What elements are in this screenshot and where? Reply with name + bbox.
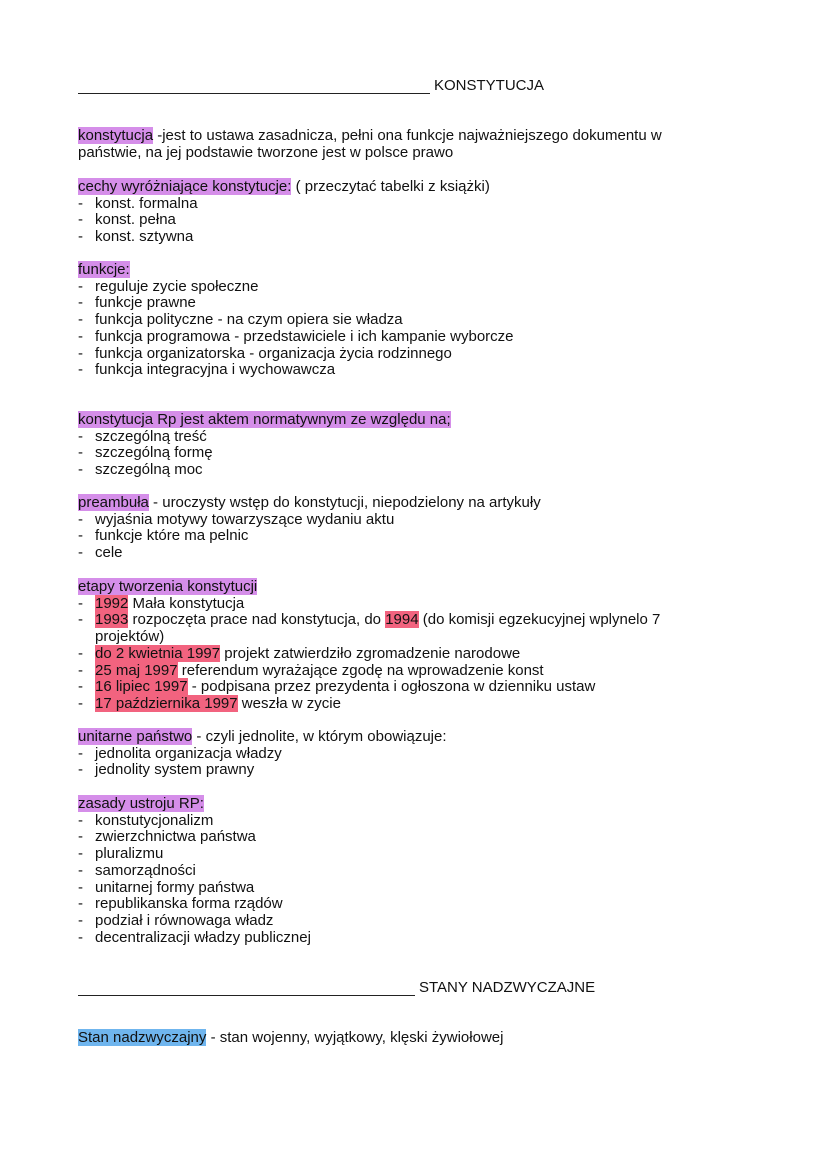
date-highlight: 1992 xyxy=(95,594,129,612)
item-text: samorządności xyxy=(95,861,196,879)
section-note: ( przeczytać tabelki z książki) xyxy=(291,178,490,195)
item-text: reguluje zycie społeczne xyxy=(95,277,259,295)
item-text: jednolita organizacja władzy xyxy=(95,744,282,762)
dash: - xyxy=(78,678,83,696)
list-item xyxy=(78,646,718,663)
item-text: podział i równowaga władz xyxy=(95,911,274,929)
item-rest: rozpoczęta prace nad konstytucja, do xyxy=(128,611,386,629)
item-text xyxy=(95,679,595,696)
list-item xyxy=(78,846,718,863)
list-item xyxy=(78,429,718,446)
dash: - xyxy=(78,694,83,712)
list-item xyxy=(78,746,718,763)
highlighted-term: Stan nadzwyczajny xyxy=(78,1029,207,1046)
list-item xyxy=(78,545,718,562)
date-highlight: do 2 kwietnia 1997 xyxy=(95,644,221,662)
dash: - xyxy=(78,311,83,329)
item-rest: weszła w zycie xyxy=(237,694,341,712)
dash: - xyxy=(78,878,83,896)
item-rest: referendum wyrażające zgodę na wprowadzenie konst xyxy=(177,661,544,679)
item-text: cele xyxy=(95,544,123,562)
date-highlight: 25 maj 1997 xyxy=(95,661,178,679)
dash: - xyxy=(78,828,83,846)
list-item xyxy=(78,295,718,312)
heading-text: KONSTYTUCJA xyxy=(434,77,545,94)
highlighted-title: etapy tworzenia konstytucji xyxy=(78,578,258,595)
item-text: konstutycjonalizm xyxy=(95,811,214,829)
list-item xyxy=(78,229,718,246)
list-item xyxy=(78,596,718,613)
section-title xyxy=(78,796,718,813)
stan-section xyxy=(78,1030,718,1047)
item-text: konst. formalna xyxy=(95,194,198,212)
definition-block xyxy=(78,128,718,161)
dash: - xyxy=(78,611,83,629)
dash: - xyxy=(78,911,83,929)
unitarne-section xyxy=(78,729,718,779)
dash: - xyxy=(78,811,83,829)
list-item xyxy=(78,512,718,529)
list-item xyxy=(78,462,718,479)
list-item xyxy=(78,196,718,213)
dash: - xyxy=(78,644,83,662)
item-text xyxy=(95,646,520,663)
highlighted-title: konstytucja Rp jest aktem normatywnym ze względu na; xyxy=(78,411,451,428)
item-text: funkcja programowa - przedstawiciele i ich kampanie wyborcze xyxy=(95,327,514,345)
list-item xyxy=(78,880,718,897)
dash: - xyxy=(78,861,83,879)
preambula-section xyxy=(78,495,718,562)
dash: - xyxy=(78,661,83,679)
item-rest: - podpisana przez prezydenta i ogłoszona w dzienniku ustaw xyxy=(187,678,596,696)
list-item xyxy=(78,329,718,346)
dash: - xyxy=(78,744,83,762)
definition-line: państwie, na jej podstawie tworzone jest w polsce prawo xyxy=(78,143,454,161)
item-text: konst. sztywna xyxy=(95,228,194,246)
list-item xyxy=(78,612,718,645)
dash: - xyxy=(78,361,83,379)
etapy-section xyxy=(78,579,718,713)
highlighted-term: preambuła xyxy=(78,494,149,511)
funkcje-section xyxy=(78,262,718,379)
cechy-section xyxy=(78,179,718,246)
zasady-section xyxy=(78,796,718,946)
item-text: funkcja organizatorska - organizacja życia rodzinnego xyxy=(95,344,452,362)
section-title xyxy=(78,1030,718,1047)
date-highlight: 1993 xyxy=(95,611,129,629)
heading-underline xyxy=(78,93,430,94)
dash: - xyxy=(78,344,83,362)
item-text xyxy=(95,612,695,645)
dash: - xyxy=(78,444,83,462)
list-item xyxy=(78,362,718,379)
date-highlight: 1994 xyxy=(385,611,419,629)
list-item xyxy=(78,445,718,462)
dash: - xyxy=(78,845,83,863)
dash: - xyxy=(78,510,83,528)
dash: - xyxy=(78,277,83,295)
item-text: zwierzchnictwa państwa xyxy=(95,828,256,846)
dash: - xyxy=(78,211,83,229)
dash: - xyxy=(78,294,83,312)
item-text: szczególną moc xyxy=(95,461,203,479)
date-highlight: 17 października 1997 xyxy=(95,694,238,712)
item-text: wyjaśnia motywy towarzyszące wydaniu aktu xyxy=(95,510,395,528)
section-title xyxy=(78,495,718,512)
highlighted-title: zasady ustroju RP: xyxy=(78,795,204,812)
heading-stany xyxy=(78,980,595,996)
item-text xyxy=(95,663,544,680)
list-item xyxy=(78,279,718,296)
item-text: szczególną treść xyxy=(95,427,207,445)
dash: - xyxy=(78,761,83,779)
dash: - xyxy=(78,928,83,946)
item-text xyxy=(95,596,244,613)
item-text: funkcja polityczne - na czym opiera sie władza xyxy=(95,311,403,329)
item-text: decentralizacji władzy publicznej xyxy=(95,928,311,946)
item-text: funkcje prawne xyxy=(95,294,196,312)
list-item xyxy=(78,813,718,830)
highlighted-title: cechy wyróżniające konstytucje: xyxy=(78,178,292,195)
section-text: - stan wojenny, wyjątkowy, klęski żywiołowej xyxy=(206,1029,504,1046)
highlighted-term: unitarne państwo xyxy=(78,728,193,745)
item-text: republikanska forma rządów xyxy=(95,895,283,913)
heading-underline xyxy=(78,995,415,996)
list-item xyxy=(78,346,718,363)
list-item xyxy=(78,663,718,680)
item-text: pluralizmu xyxy=(95,845,164,863)
section-title xyxy=(78,729,718,746)
highlighted-title: funkcje: xyxy=(78,261,130,278)
definition-text: -jest to ustawa zasadnicza, pełni ona funkcje najważniejszego dokumentu w xyxy=(153,127,662,144)
akt-section xyxy=(78,412,718,479)
dash: - xyxy=(78,228,83,246)
dash: - xyxy=(78,427,83,445)
section-text: - uroczysty wstęp do konstytucji, niepodzielony na artykuły xyxy=(148,494,541,511)
heading-text: STANY NADZWYCZAJNE xyxy=(419,979,596,996)
item-rest: projekt zatwierdziło zgromadzenie narodowe xyxy=(220,644,521,662)
dash: - xyxy=(78,194,83,212)
list-item xyxy=(78,212,718,229)
dash: - xyxy=(78,594,83,612)
section-title xyxy=(78,179,718,196)
list-item xyxy=(78,863,718,880)
item-text: szczególną formę xyxy=(95,444,213,462)
term-konstytucja: konstytucja xyxy=(78,127,154,144)
dash: - xyxy=(78,327,83,345)
section-title xyxy=(78,262,718,279)
list-item xyxy=(78,679,718,696)
heading-konstytucja xyxy=(78,78,544,94)
section-title xyxy=(78,412,718,429)
item-text: funkcje które ma pelnic xyxy=(95,527,249,545)
item-rest: Mała konstytucja xyxy=(128,594,245,612)
definition-line xyxy=(78,128,718,145)
section-text: - czyli jednolite, w którym obowiązuje: xyxy=(192,728,447,745)
list-item xyxy=(78,528,718,545)
item-text xyxy=(95,696,341,713)
list-item xyxy=(78,930,718,947)
list-item xyxy=(78,762,718,779)
item-text: funkcja integracyjna i wychowawcza xyxy=(95,361,336,379)
list-item xyxy=(78,312,718,329)
item-text: konst. pełna xyxy=(95,211,176,229)
list-item xyxy=(78,696,718,713)
item-rest: (do komisji egzekucyjnej wplynelo 7 projektów) xyxy=(95,611,661,646)
dash: - xyxy=(78,461,83,479)
list-item xyxy=(78,829,718,846)
dash: - xyxy=(78,895,83,913)
list-item xyxy=(78,896,718,913)
date-highlight: 16 lipiec 1997 xyxy=(95,678,188,696)
item-text: unitarnej formy państwa xyxy=(95,878,255,896)
dash: - xyxy=(78,544,83,562)
dash: - xyxy=(78,527,83,545)
list-item xyxy=(78,913,718,930)
item-text: jednolity system prawny xyxy=(95,761,255,779)
section-title xyxy=(78,579,718,596)
